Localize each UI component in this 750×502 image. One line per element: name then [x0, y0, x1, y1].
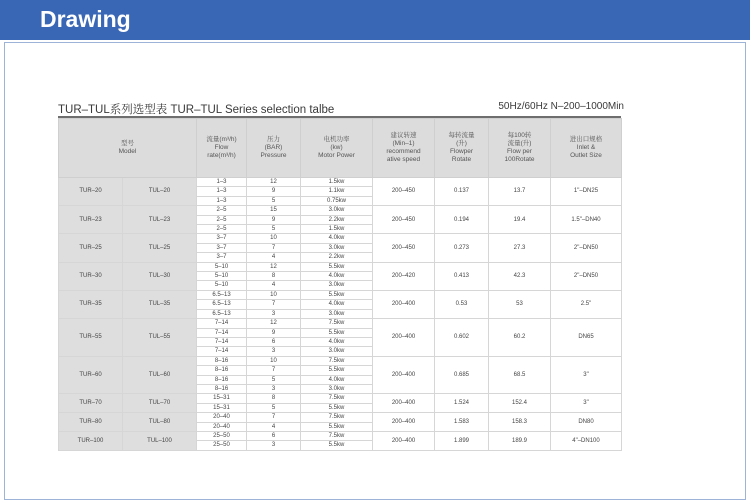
pressure-cell: 5 — [247, 403, 301, 412]
flow-rate-cell: 7–14 — [197, 347, 247, 356]
flow-rate-cell: 7–14 — [197, 319, 247, 328]
speed-cell: 200–400 — [373, 290, 435, 318]
motor-power-cell: 5.5kw — [301, 290, 373, 299]
model-tul-cell: TUL–20 — [123, 178, 197, 206]
model-tul-cell: TUL–60 — [123, 356, 197, 394]
motor-power-cell: 2.2kw — [301, 253, 373, 262]
table-row — [59, 290, 622, 299]
flow-rate-cell: 1–3 — [197, 178, 247, 187]
speed-cell: 200–400 — [373, 413, 435, 432]
pressure-cell: 4 — [247, 422, 301, 431]
table-row — [59, 356, 622, 365]
motor-power-cell: 3.0kw — [301, 384, 373, 393]
pressure-cell: 5 — [247, 225, 301, 234]
motor-power-cell: 3.0kw — [301, 309, 373, 318]
flow-per-rotate-cell: 0.194 — [435, 206, 489, 234]
flow-rate-cell: 5–10 — [197, 281, 247, 290]
motor-power-cell: 1.5kw — [301, 225, 373, 234]
model-tur-cell: TUR–60 — [59, 356, 123, 394]
flow-rate-cell: 7–14 — [197, 328, 247, 337]
pressure-cell: 4 — [247, 281, 301, 290]
selection-table — [58, 118, 622, 451]
flow-per-rotate-cell: 0.53 — [435, 290, 489, 318]
pressure-cell: 8 — [247, 272, 301, 281]
speed-cell: 200–400 — [373, 356, 435, 394]
outlet-size-cell: 4"–DN100 — [551, 431, 622, 450]
flow-per-100-cell: 189.9 — [489, 431, 551, 450]
motor-power-cell: 7.5kw — [301, 431, 373, 440]
table-row — [59, 413, 622, 422]
pressure-cell: 10 — [247, 234, 301, 243]
pressure-cell: 8 — [247, 394, 301, 403]
model-tur-cell: TUR–80 — [59, 413, 123, 432]
flow-per-rotate-cell: 0.137 — [435, 178, 489, 206]
pressure-cell: 5 — [247, 196, 301, 205]
flow-per-100-cell: 152.4 — [489, 394, 551, 413]
motor-power-cell: 3.0kw — [301, 243, 373, 252]
speed-cell: 200–450 — [373, 234, 435, 262]
outlet-size-cell: 2.5" — [551, 290, 622, 318]
motor-power-cell: 5.5kw — [301, 441, 373, 450]
flow-per-100-cell: 158.3 — [489, 413, 551, 432]
table-row — [59, 178, 622, 187]
motor-power-cell: 7.5kw — [301, 394, 373, 403]
pressure-cell: 5 — [247, 375, 301, 384]
flow-per-rotate-cell: 1.583 — [435, 413, 489, 432]
motor-power-cell: 7.5kw — [301, 356, 373, 365]
speed-cell: 200–420 — [373, 262, 435, 290]
motor-power-cell: 2.2kw — [301, 215, 373, 224]
model-tul-cell: TUL–30 — [123, 262, 197, 290]
model-tul-cell: TUL–80 — [123, 413, 197, 432]
model-tur-cell: TUR–23 — [59, 206, 123, 234]
table-row — [59, 431, 622, 440]
flow-rate-cell: 15–31 — [197, 394, 247, 403]
model-tul-cell: TUL–35 — [123, 290, 197, 318]
pressure-cell: 15 — [247, 206, 301, 215]
motor-power-cell: 1.1kw — [301, 187, 373, 196]
motor-power-cell: 4.0kw — [301, 234, 373, 243]
flow-per-rotate-cell: 1.524 — [435, 394, 489, 413]
title-bar — [0, 0, 750, 40]
flow-per-100-cell: 42.3 — [489, 262, 551, 290]
motor-power-cell: 0.75kw — [301, 196, 373, 205]
pressure-cell: 7 — [247, 300, 301, 309]
speed-cell: 200–450 — [373, 206, 435, 234]
flow-rate-cell: 25–50 — [197, 431, 247, 440]
pressure-cell: 9 — [247, 215, 301, 224]
flow-rate-cell: 3–7 — [197, 234, 247, 243]
model-tur-cell: TUR–35 — [59, 290, 123, 318]
motor-power-cell: 5.5kw — [301, 262, 373, 271]
flow-rate-cell: 5–10 — [197, 262, 247, 271]
col-flow-per-100: 每100转 流量(升) Flow per 100Rotate — [489, 119, 551, 178]
flow-per-100-cell: 19.4 — [489, 206, 551, 234]
flow-rate-cell: 6.5–13 — [197, 300, 247, 309]
pressure-cell: 4 — [247, 253, 301, 262]
motor-power-cell: 3.0kw — [301, 347, 373, 356]
model-tur-cell: TUR–25 — [59, 234, 123, 262]
table-row — [59, 206, 622, 215]
table-row — [59, 319, 622, 328]
flow-per-100-cell: 13.7 — [489, 178, 551, 206]
pressure-cell: 3 — [247, 384, 301, 393]
outlet-size-cell: DN80 — [551, 413, 622, 432]
pressure-cell: 7 — [247, 413, 301, 422]
col-speed: 建议转速 (Min–1) recommend ative speed — [373, 119, 435, 178]
pressure-cell: 10 — [247, 290, 301, 299]
pressure-cell: 3 — [247, 309, 301, 318]
table-row — [59, 262, 622, 271]
motor-power-cell: 1.5kw — [301, 178, 373, 187]
flow-rate-cell: 8–16 — [197, 356, 247, 365]
outlet-size-cell: 1"–DN25 — [551, 178, 622, 206]
pressure-cell: 7 — [247, 366, 301, 375]
outlet-size-cell: DN65 — [551, 319, 622, 357]
outlet-size-cell: 2"–DN50 — [551, 234, 622, 262]
table-body — [59, 178, 622, 451]
col-outlet-size: 进出口规格 Inlet & Outlet Size — [551, 119, 622, 178]
motor-power-cell: 5.5kw — [301, 422, 373, 431]
flow-per-rotate-cell: 0.685 — [435, 356, 489, 394]
speed-cell: 200–400 — [373, 431, 435, 450]
model-tul-cell: TUL–100 — [123, 431, 197, 450]
motor-power-cell: 5.5kw — [301, 366, 373, 375]
model-tur-cell: TUR–100 — [59, 431, 123, 450]
flow-per-rotate-cell: 1.899 — [435, 431, 489, 450]
flow-rate-cell: 3–7 — [197, 253, 247, 262]
motor-power-cell: 3.0kw — [301, 206, 373, 215]
flow-rate-cell: 8–16 — [197, 384, 247, 393]
speed-cell: 200–450 — [373, 178, 435, 206]
motor-power-cell: 5.5kw — [301, 403, 373, 412]
table-spec: 50Hz/60Hz N–200–1000Min — [498, 101, 624, 112]
flow-rate-cell: 25–50 — [197, 441, 247, 450]
flow-rate-cell: 6.5–13 — [197, 290, 247, 299]
flow-rate-cell: 20–40 — [197, 422, 247, 431]
flow-per-100-cell: 60.2 — [489, 319, 551, 357]
header-row — [59, 119, 622, 178]
flow-per-rotate-cell: 0.602 — [435, 319, 489, 357]
motor-power-cell: 7.5kw — [301, 413, 373, 422]
flow-rate-cell: 7–14 — [197, 337, 247, 346]
model-tur-cell: TUR–20 — [59, 178, 123, 206]
pressure-cell: 7 — [247, 243, 301, 252]
pressure-cell: 3 — [247, 347, 301, 356]
flow-rate-cell: 2–5 — [197, 215, 247, 224]
pressure-cell: 6 — [247, 337, 301, 346]
motor-power-cell: 4.0kw — [301, 337, 373, 346]
col-flow-per-rotate: 每转流量 (升) Flowper Rotate — [435, 119, 489, 178]
model-tul-cell: TUL–23 — [123, 206, 197, 234]
col-motor-power: 电机功率 (kw) Motor Power — [301, 119, 373, 178]
motor-power-cell: 4.0kw — [301, 272, 373, 281]
flow-rate-cell: 2–5 — [197, 225, 247, 234]
flow-rate-cell: 5–10 — [197, 272, 247, 281]
flow-per-rotate-cell: 0.413 — [435, 262, 489, 290]
motor-power-cell: 7.5kw — [301, 319, 373, 328]
flow-rate-cell: 3–7 — [197, 243, 247, 252]
table-row — [59, 234, 622, 243]
flow-rate-cell: 2–5 — [197, 206, 247, 215]
flow-rate-cell: 8–16 — [197, 375, 247, 384]
speed-cell: 200–400 — [373, 394, 435, 413]
table-row — [59, 394, 622, 403]
pressure-cell: 12 — [247, 262, 301, 271]
pressure-cell: 12 — [247, 319, 301, 328]
pressure-cell: 9 — [247, 328, 301, 337]
motor-power-cell: 5.5kw — [301, 328, 373, 337]
model-tul-cell: TUL–55 — [123, 319, 197, 357]
pressure-cell: 10 — [247, 356, 301, 365]
flow-rate-cell: 1–3 — [197, 196, 247, 205]
motor-power-cell: 4.0kw — [301, 375, 373, 384]
flow-per-rotate-cell: 0.273 — [435, 234, 489, 262]
pressure-cell: 6 — [247, 431, 301, 440]
model-tur-cell: TUR–30 — [59, 262, 123, 290]
speed-cell: 200–400 — [373, 319, 435, 357]
pressure-cell: 9 — [247, 187, 301, 196]
motor-power-cell: 4.0kw — [301, 300, 373, 309]
pressure-cell: 12 — [247, 178, 301, 187]
outlet-size-cell: 2"–DN50 — [551, 262, 622, 290]
outlet-size-cell: 1.5"–DN40 — [551, 206, 622, 234]
flow-rate-cell: 8–16 — [197, 366, 247, 375]
model-tul-cell: TUL–70 — [123, 394, 197, 413]
flow-rate-cell: 15–31 — [197, 403, 247, 412]
motor-power-cell: 3.0kw — [301, 281, 373, 290]
flow-rate-cell: 6.5–13 — [197, 309, 247, 318]
flow-per-100-cell: 68.5 — [489, 356, 551, 394]
model-tul-cell: TUL–25 — [123, 234, 197, 262]
col-model: 型号 Model — [59, 119, 197, 178]
outlet-size-cell: 3" — [551, 356, 622, 394]
model-tur-cell: TUR–70 — [59, 394, 123, 413]
col-flow-rate: 流量(m³/h) Flow rate(m³/h) — [197, 119, 247, 178]
model-tur-cell: TUR–55 — [59, 319, 123, 357]
outlet-size-cell: 3" — [551, 394, 622, 413]
table-title: TUR–TUL系列选型表 TUR–TUL Series selection talbe — [58, 104, 335, 116]
flow-per-100-cell: 27.3 — [489, 234, 551, 262]
flow-rate-cell: 20–40 — [197, 413, 247, 422]
flow-per-100-cell: 53 — [489, 290, 551, 318]
flow-rate-cell: 1–3 — [197, 187, 247, 196]
col-pressure: 压力 (BAR) Pressure — [247, 119, 301, 178]
page-title: Drawing — [40, 6, 131, 32]
pressure-cell: 3 — [247, 441, 301, 450]
